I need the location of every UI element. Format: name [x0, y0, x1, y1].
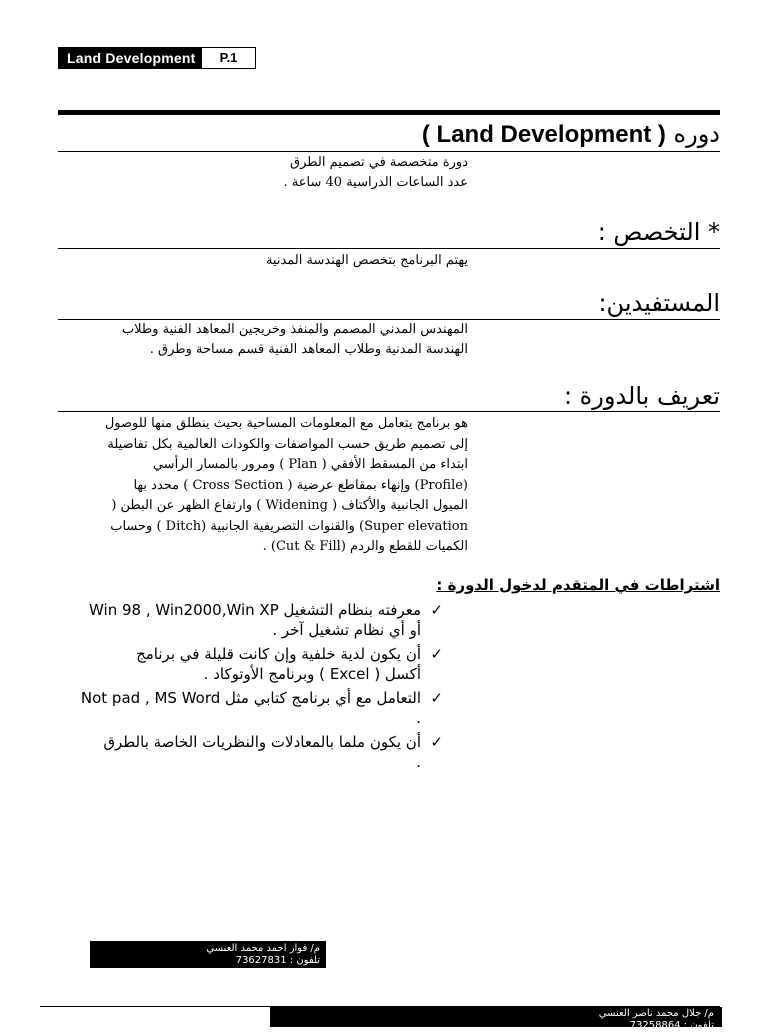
requirement-line: معرفته بنظام التشغيل Win 98 , Win2000,Win XP: [89, 601, 421, 619]
bottom-contact-box: [270, 1007, 722, 1031]
definition-line: الميول الجانبية والأكتاف ( Widening ) وارتفاع الظهر عن البطن (: [111, 498, 468, 513]
requirement-line: أكسل ( Excel ) وبرنامج الأوتوكاد .: [203, 665, 421, 683]
check-icon: ✓: [430, 689, 443, 707]
beneficiaries-heading: المستفيدين:: [598, 289, 720, 317]
requirements-list: [23, 600, 443, 776]
requirement-line: أو أي نظام تشغيل آخر .: [272, 621, 421, 639]
requirement-item: [23, 732, 443, 772]
definition-line: الكميات للقطع والردم (Cut & Fill) .: [262, 539, 468, 554]
contact-name: م/ فواز احمد محمد العنسي: [206, 943, 320, 954]
requirement-line: أن يكون لدية خلفية وإن كانت قليلة في برنامج: [136, 645, 421, 663]
course-title: [422, 118, 720, 151]
requirement-line: أن يكون ملما بالمعادلات والنظريات الخاصة بالطرق: [103, 733, 421, 751]
definition-heading: تعريف بالدورة :: [563, 382, 720, 410]
bottom-contact-phone: تلفون : 73258864: [629, 1020, 714, 1031]
course-title-en: ( Land Development ): [421, 121, 666, 148]
intro-text: [284, 153, 468, 193]
requirement-item: [23, 688, 443, 728]
contact-box: [90, 941, 326, 968]
requirement-line: .: [416, 709, 421, 727]
check-icon: ✓: [430, 601, 443, 619]
top-rule: [58, 110, 720, 115]
beneficiaries-line-1: المهندس المدني المصمم والمنفذ وخريجين المعاهد الفنية وطلاب: [121, 322, 468, 337]
intro-line-1: دورة متخصصة في تصميم الطرق: [289, 155, 468, 170]
definition-line: هو برنامج يتعامل مع المعلومات المساحية بحيث ينطلق منها للوصول: [104, 416, 468, 431]
specialty-text: يهتم البرنامج بتخصص الهندسة المدنية: [265, 253, 468, 268]
definition-line: إلى تصميم طريق حسب المواصفات والكودات العالمية بكل تفاصيلة: [107, 436, 468, 452]
requirement-line: .: [416, 753, 421, 771]
check-icon: ✓: [430, 645, 443, 663]
course-title-ar: دوره: [673, 120, 720, 148]
definition-text: [105, 414, 468, 558]
divider: [58, 151, 720, 152]
definition-line: Super elevation) والقنوات التصريفية الجانبية (Ditch ) وحساب: [110, 518, 468, 534]
page-header: [58, 47, 256, 69]
definition-line: (Profile) وإنهاء بمقاطع عرضية ( Cross Section ) محدد بها: [133, 477, 468, 493]
check-icon: ✓: [430, 733, 443, 751]
requirement-item: [23, 600, 443, 640]
specialty-heading: * التخصص :: [597, 218, 720, 246]
beneficiaries-text: [122, 320, 468, 360]
header-title: Land Development: [59, 48, 202, 68]
requirements-heading: اشتراطات في المتقدم لدخول الدورة :: [436, 576, 720, 594]
requirement-line: التعامل مع أي برنامج كتابي مثل Not pad , MS Word: [80, 689, 421, 707]
page-number: P.1: [219, 50, 238, 65]
bottom-contact-name: م/ جلال محمد ناصر العنسي: [598, 1008, 714, 1019]
intro-line-2: عدد الساعات الدراسية 40 ساعة .: [283, 175, 468, 190]
divider: [58, 411, 720, 412]
divider: [58, 248, 720, 249]
contact-phone: تلفون : 73627831: [235, 955, 320, 966]
beneficiaries-line-2: الهندسة المدنية وطلاب المعاهد الفنية قسم مساحة وطرق .: [149, 342, 468, 357]
requirement-item: [23, 644, 443, 684]
definition-line: ابتداء من المسقط الأفقي ( Plan ) ومرور بالمسار الرأسي: [152, 457, 468, 472]
